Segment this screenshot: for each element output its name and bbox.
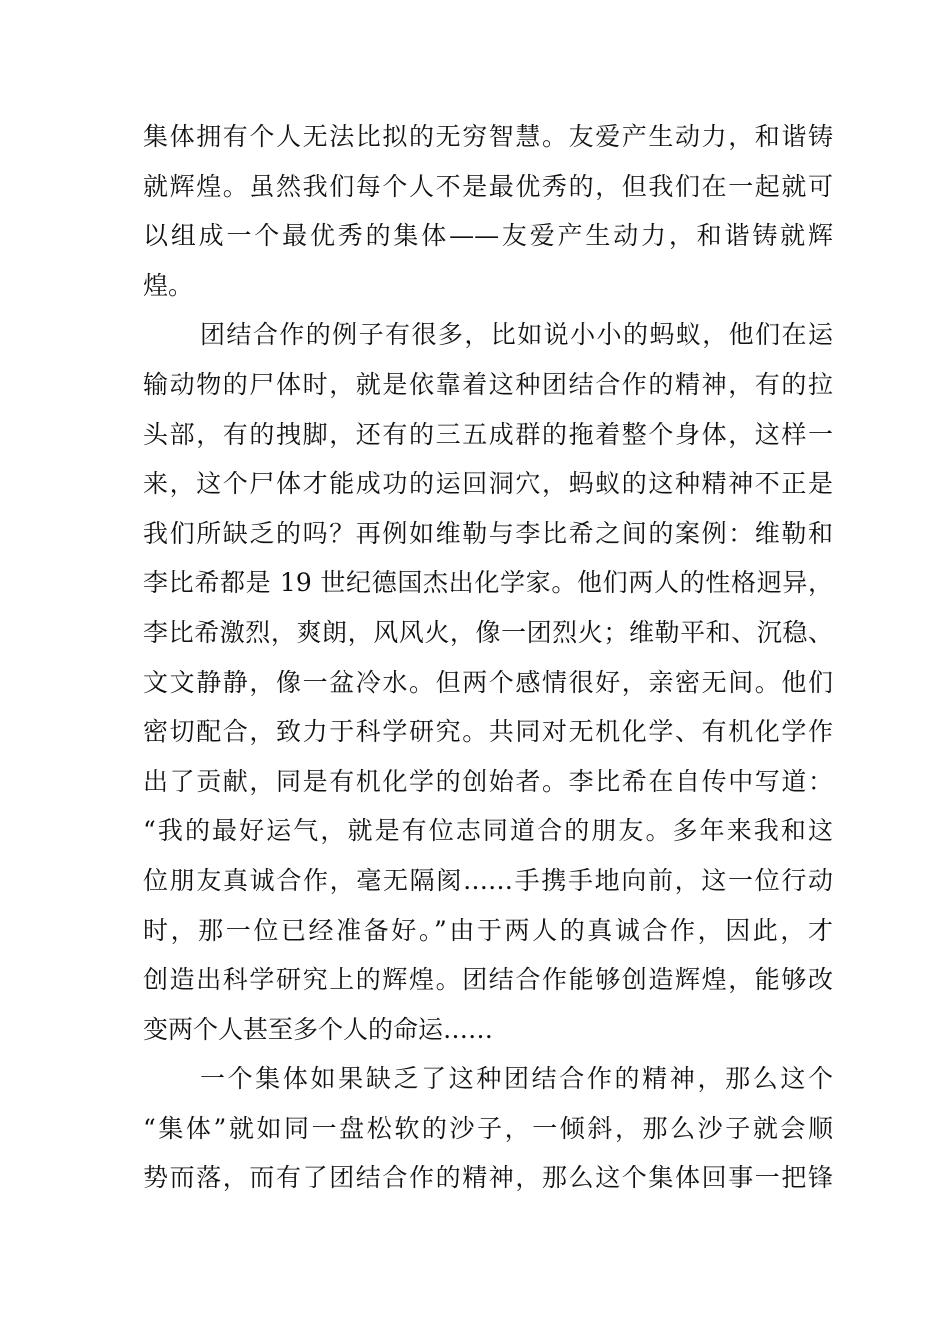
text-line: “集体”就如同一盘松软的沙子，一倾斜，那么沙子就会顺 (143, 1113, 833, 1143)
text-line: “我的最好运气，就是有位志同道合的朋友。多年来我和这 (143, 816, 833, 846)
text-line: 创造出科学研究上的辉煌。团结合作能够创造辉煌，能够改 (143, 965, 833, 995)
paragraph-first-line: 团结合作的例子有很多，比如说小小的蚂蚁，他们在运 (200, 320, 833, 350)
text-line: 李比希激烈，爽朗，风风火，像一团烈火；维勒平和、沉稳、 (143, 617, 833, 647)
text-line: 时，那一位已经准备好。”由于两人的真诚合作，因此，才 (143, 915, 833, 945)
text-line: 位朋友真诚合作，毫无隔阂……手携手地向前，这一位行动 (143, 865, 833, 895)
text-line: 密切配合，致力于科学研究。共同对无机化学、有机化学作 (143, 717, 833, 747)
text-line: 文文静静，像一盆冷水。但两个感情很好，亲密无间。他们 (143, 667, 833, 697)
text-line: 输动物的尸体时，就是依靠着这种团结合作的精神，有的拉 (143, 369, 833, 399)
text-line: 以组成一个最优秀的集体——友爱产生动力，和谐铸就辉 (143, 221, 833, 251)
text-line: 煌。 (143, 270, 194, 300)
text-line: 我们所缺乏的吗？再例如维勒与李比希之间的案例：维勒和 (143, 518, 833, 548)
paragraph-first-line: 一个集体如果缺乏了这种团结合作的精神，那么这个 (200, 1064, 833, 1094)
body-text (143, 112, 833, 1203)
text-line: 来，这个尸体才能成功的运回洞穴，蚂蚁的这种精神不正是 (143, 469, 833, 499)
text-line: 势而落，而有了团结合作的精神，那么这个集体回事一把锋 (143, 1163, 833, 1193)
text-line: 集体拥有个人无法比拟的无穷智慧。友爱产生动力，和谐铸 (143, 122, 833, 151)
text-line: 变两个人甚至多个人的命运…… (143, 1014, 494, 1044)
text-line: 出了贡献，同是有机化学的创始者。李比希在自传中写道： (143, 766, 833, 796)
text-line: 头部，有的拽脚，还有的三五成群的拖着整个身体，这样一 (143, 419, 833, 449)
text-line: 就辉煌。虽然我们每个人不是最优秀的，但我们在一起就可 (143, 171, 833, 201)
text-line: 李比希都是 19 世纪德国杰出化学家。他们两人的性格迥异， (143, 568, 833, 598)
